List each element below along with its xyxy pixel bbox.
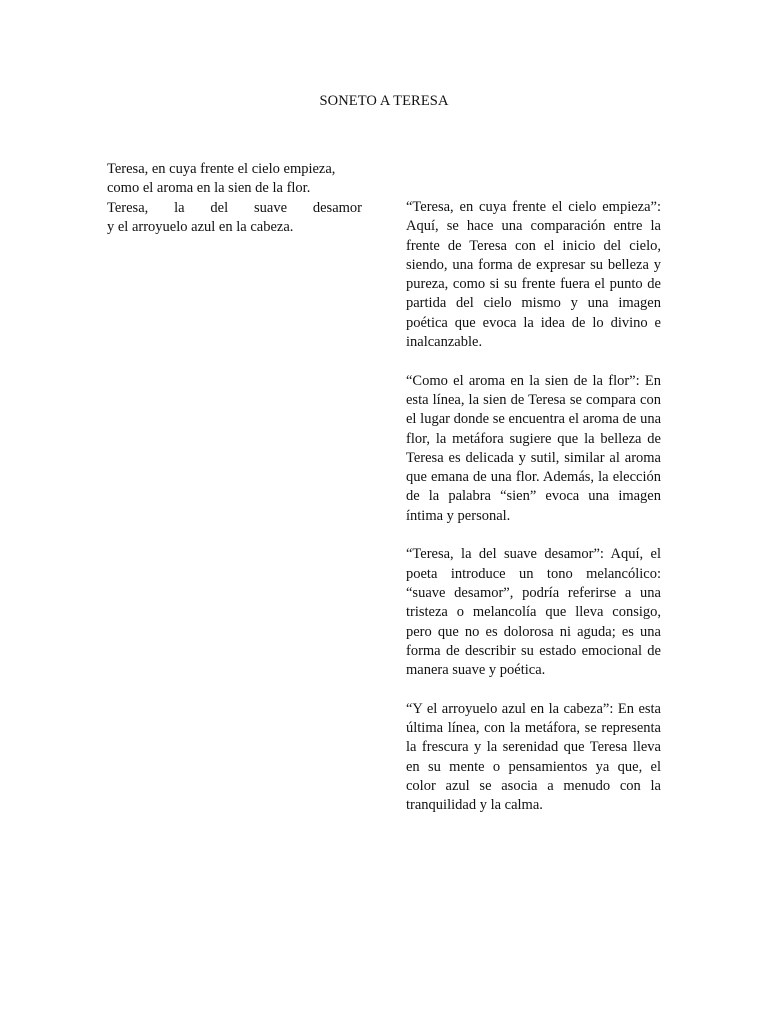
poem-line-2: como el aroma en la sien de la flor. [107,180,311,197]
commentary-paragraph-1: “Teresa, en cuya frente el cielo empieza”: Aquí, se hace una comparación entre la frente de Teresa con el inicio del cielo, siendo, una forma de expresar su belleza y pureza, como si su frente fuera el punto de partida del cielo mismo y una imagen poética que evoca la idea de lo divino e inalcanzable. [406,199,661,351]
commentary-block [406,198,661,835]
commentary-paragraph-3: “Teresa, la del suave desamor”: Aquí, el poeta introduce un tono melancólico: “suave desamor”, podría referirse a una tristeza o melancolía que lleva consigo, pero que no es dolorosa ni aguda; es una forma de describir su estado emocional de manera suave y poética. [406,546,661,679]
commentary-paragraph-4: “Y el arroyuelo azul en la cabeza”: En esta última línea, con la metáfora, se representa la frescura y la serenidad que Teresa lleva en su mente o pensamientos ya que, el color azul se asocia a menudo con la tranquilidad y la calma. [406,700,661,814]
document-title: SONETO A TERESA [319,93,449,109]
poem-line-1: Teresa, en cuya frente el cielo empieza, [107,161,336,177]
poem-line-3: Teresa, la del suave desamor [107,199,362,216]
commentary-paragraph-2: “Como el aroma en la sien de la flor”: En esta línea, la sien de Teresa se compara con el lugar donde se encuentra el aroma de una flor, la metáfora sugiere que la belleza de Teresa es delicada y sutil, similar al aroma que emana de una flor. Además, la elección de la palabra “sien” evoca una imagen íntima y personal. [406,372,661,524]
poem-line-4: y el arroyuelo azul en la cabeza. [107,218,294,235]
poem-block [107,160,362,237]
